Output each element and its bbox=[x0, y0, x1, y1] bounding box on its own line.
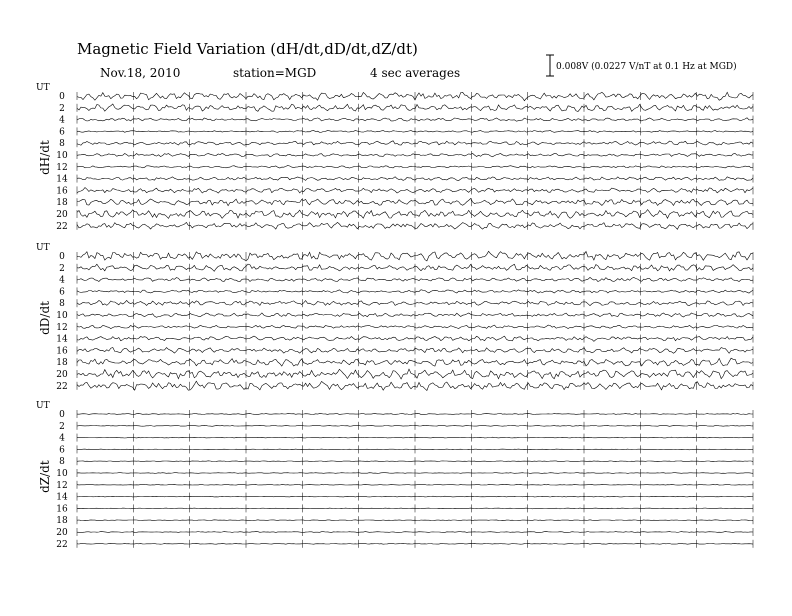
trace-row bbox=[59, 422, 753, 432]
ut-row-label: 12 bbox=[56, 162, 68, 173]
ut-row-label: 18 bbox=[56, 516, 68, 527]
panel-ylabel: dZ/dt bbox=[38, 460, 52, 493]
ut-row-label: 20 bbox=[56, 528, 68, 538]
ut-row-label: 8 bbox=[59, 457, 65, 468]
trace-row bbox=[59, 457, 753, 467]
ut-row-label: 0 bbox=[59, 252, 65, 262]
ut-row-label: 22 bbox=[56, 381, 68, 392]
ut-row-label: 12 bbox=[56, 322, 68, 333]
panel-dzdt bbox=[36, 401, 753, 550]
panels bbox=[36, 83, 753, 550]
ut-row-label: 18 bbox=[56, 198, 68, 209]
trace-row bbox=[56, 186, 753, 196]
trace-row bbox=[56, 346, 753, 356]
trace-row bbox=[56, 198, 753, 208]
trace-row bbox=[56, 323, 753, 333]
ut-row-label: 0 bbox=[59, 92, 65, 102]
trace-row bbox=[56, 369, 753, 380]
ut-row-label: 6 bbox=[59, 287, 65, 298]
panel-dddt bbox=[36, 243, 753, 392]
trace-row bbox=[59, 410, 753, 420]
trace-row bbox=[59, 139, 753, 149]
ut-row-label: 16 bbox=[56, 504, 68, 515]
trace-row bbox=[56, 358, 753, 368]
ut-row-label: 14 bbox=[56, 174, 68, 185]
trace-row bbox=[59, 434, 753, 444]
panel-ylabel: dD/dt bbox=[38, 301, 52, 335]
waveform-trace bbox=[77, 473, 753, 474]
trace-row bbox=[59, 92, 753, 102]
waveform-trace bbox=[77, 508, 753, 509]
ut-row-label: 4 bbox=[59, 115, 65, 126]
ut-header: UT bbox=[36, 401, 50, 411]
ut-row-label: 12 bbox=[56, 480, 68, 491]
trace-row bbox=[56, 151, 753, 161]
trace-row bbox=[59, 116, 753, 126]
ut-row-label: 14 bbox=[56, 492, 68, 503]
trace-row bbox=[56, 163, 753, 173]
ut-row-label: 10 bbox=[56, 311, 68, 321]
averaging-label: 4 sec averages bbox=[370, 66, 461, 80]
trace-row bbox=[56, 222, 753, 232]
trace-row bbox=[56, 210, 753, 220]
ut-row-label: 8 bbox=[59, 139, 65, 150]
ut-row-label: 16 bbox=[56, 346, 68, 357]
ut-row-label: 8 bbox=[59, 299, 65, 310]
scale-label: 0.008V (0.0227 V/nT at 0.1 Hz at MGD) bbox=[556, 62, 737, 72]
ut-row-label: 2 bbox=[59, 421, 65, 432]
trace-row bbox=[56, 469, 753, 479]
trace-row bbox=[56, 311, 753, 321]
trace-row bbox=[56, 516, 753, 526]
trace-row bbox=[59, 264, 753, 274]
ut-row-label: 4 bbox=[59, 275, 65, 286]
station-label: station=MGD bbox=[233, 66, 317, 80]
trace-row bbox=[59, 251, 753, 262]
trace-row bbox=[59, 104, 753, 114]
trace-row bbox=[56, 175, 753, 185]
trace-row bbox=[56, 493, 753, 503]
trace-row bbox=[56, 504, 753, 514]
ut-row-label: 20 bbox=[56, 370, 68, 380]
chart-title: Magnetic Field Variation (dH/dt,dD/dt,dZ/dt) bbox=[77, 40, 418, 58]
date-label: Nov.18, 2010 bbox=[100, 66, 181, 80]
ut-row-label: 0 bbox=[59, 410, 65, 420]
ut-row-label: 10 bbox=[56, 469, 68, 479]
trace-row bbox=[59, 299, 753, 309]
trace-row bbox=[59, 445, 753, 455]
ut-row-label: 6 bbox=[59, 127, 65, 138]
scale-bar-icon bbox=[546, 55, 554, 76]
trace-row bbox=[56, 528, 753, 538]
ut-row-label: 18 bbox=[56, 358, 68, 369]
trace-row bbox=[59, 127, 753, 137]
ut-row-label: 10 bbox=[56, 151, 68, 161]
trace-row bbox=[59, 287, 753, 297]
ut-row-label: 14 bbox=[56, 334, 68, 345]
trace-row bbox=[56, 381, 753, 392]
trace-row bbox=[56, 540, 753, 550]
ut-header: UT bbox=[36, 243, 50, 253]
ut-header: UT bbox=[36, 83, 50, 93]
ut-row-label: 6 bbox=[59, 445, 65, 456]
trace-row bbox=[56, 335, 753, 345]
ut-row-label: 16 bbox=[56, 186, 68, 197]
ut-row-label: 22 bbox=[56, 539, 68, 550]
ut-row-label: 2 bbox=[59, 103, 65, 114]
ut-row-label: 4 bbox=[59, 433, 65, 444]
ut-row-label: 22 bbox=[56, 221, 68, 232]
ut-row-label: 20 bbox=[56, 210, 68, 220]
trace-row bbox=[59, 276, 753, 286]
trace-row bbox=[56, 481, 753, 491]
ut-row-label: 2 bbox=[59, 263, 65, 274]
panel-dhdt bbox=[36, 83, 753, 232]
panel-ylabel: dH/dt bbox=[38, 140, 52, 175]
waveform-trace bbox=[77, 520, 753, 521]
